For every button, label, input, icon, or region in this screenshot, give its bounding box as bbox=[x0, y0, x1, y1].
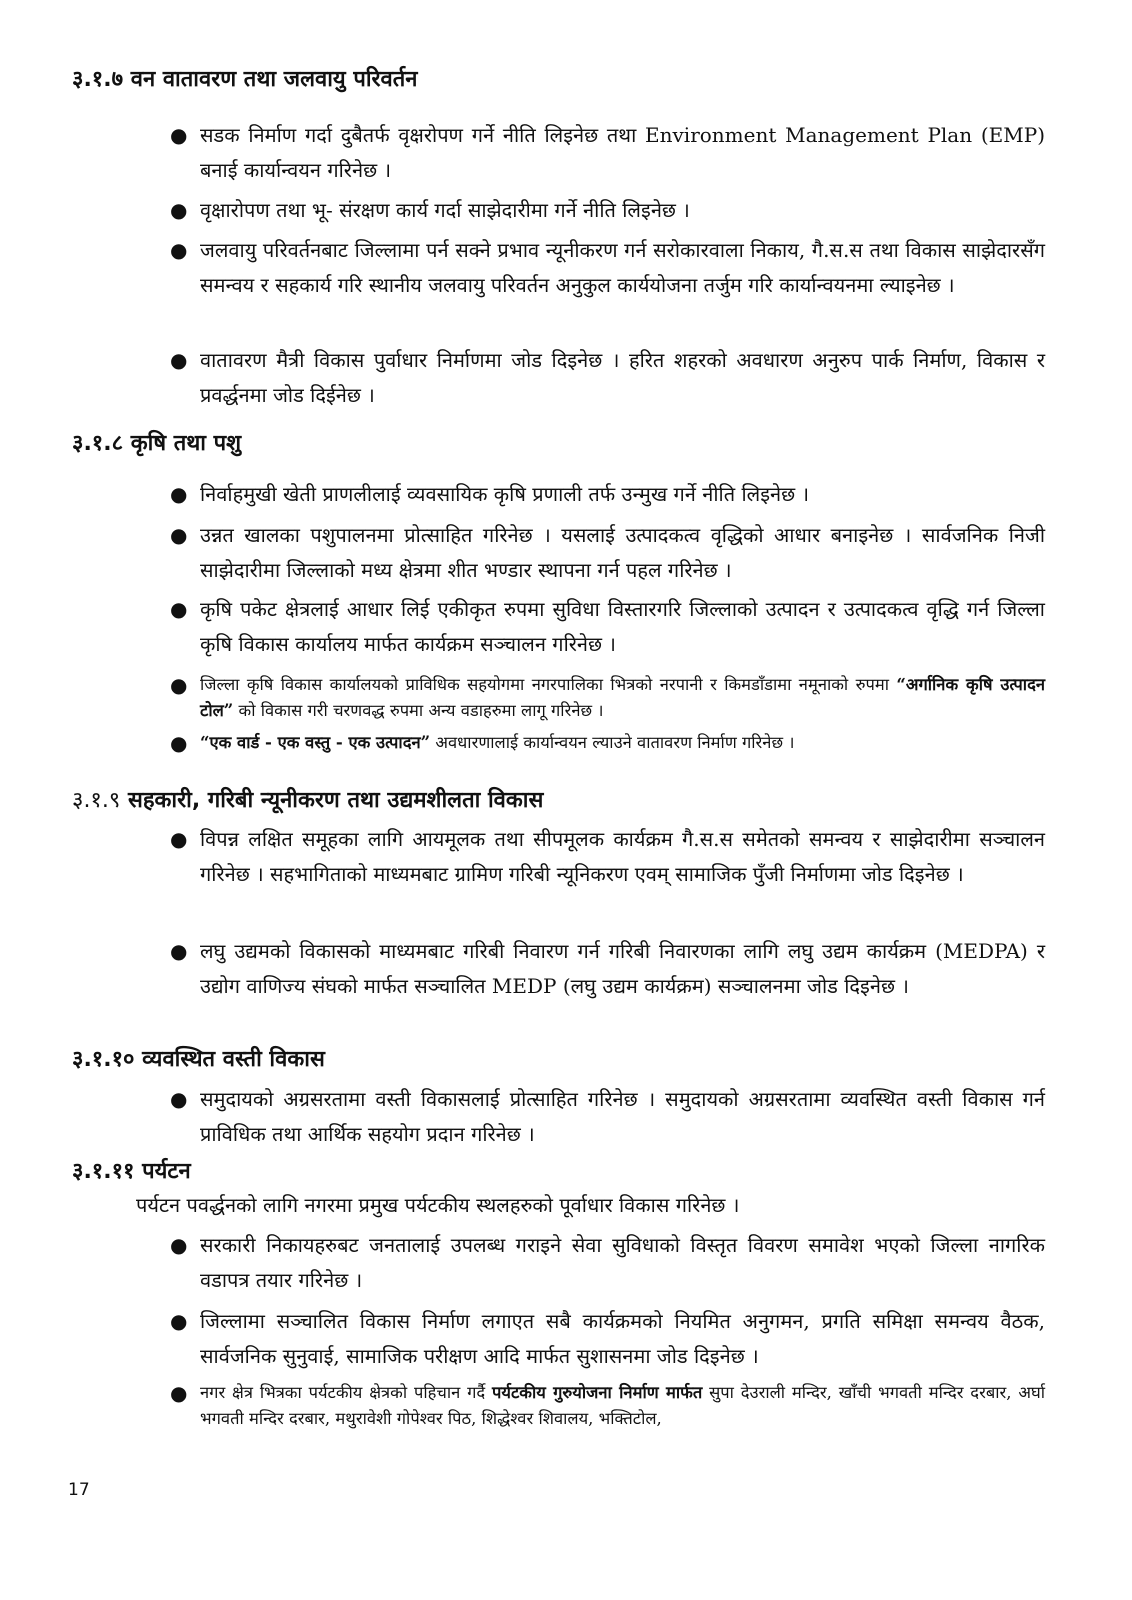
list-item-text: कृषि पकेट क्षेत्रलाई आधार लिई एकीकृत रुपमा सुविधा विस्तारगरि जिल्लाको उत्पादन र उत्पादकत्व वृद्धि गर्न जिल्ला कृषि विकास कार्यालय मार्फत कार्यक्रम सञ्चालन गरिनेछ । bbox=[200, 597, 1045, 656]
section-intro-paragraph: पर्यटन पवर्द्धनको लागि नगरमा प्रमुख पर्यटकीय स्थलहरुको पूर्वाधार विकास गरिनेछ । bbox=[136, 1193, 740, 1217]
list-item-text: जिल्ला कृषि विकास कार्यालयको प्राविधिक सहयोगमा नगरपालिका भित्रको नरपानी र किमडाँडामा नमूनाको रुपमा “अर्गानिक कृषि उत्पादन टोल” को विकास गरी चरणवद्ध रुपमा अन्य वडाहरुमा लागू गरिनेछ । bbox=[200, 675, 1045, 720]
bullet-icon: ● bbox=[170, 827, 188, 851]
list-item bbox=[170, 672, 1045, 724]
bullet-icon: ● bbox=[170, 597, 188, 621]
emphasis-text: पर्यटकीय गुरुयोजना निर्माण मार्फत bbox=[492, 1383, 703, 1402]
section-heading-3-1-9 bbox=[72, 787, 543, 815]
list-item bbox=[170, 518, 1045, 588]
section-heading-3-1-11 bbox=[72, 1158, 191, 1186]
list-item bbox=[170, 934, 1045, 1004]
section-number: ३.१.७ bbox=[72, 67, 124, 92]
bullet-icon: ● bbox=[170, 482, 188, 506]
bullet-icon: ● bbox=[170, 523, 188, 547]
bullet-icon: ● bbox=[170, 348, 188, 372]
bullet-icon: ● bbox=[170, 123, 188, 147]
section-title: व्यवस्थित वस्ती विकास bbox=[142, 1047, 325, 1072]
list-item bbox=[170, 1380, 1045, 1432]
section-number: ३.१.८ bbox=[72, 431, 124, 456]
bullet-icon: ● bbox=[170, 1381, 188, 1405]
bullet-icon: ● bbox=[170, 731, 188, 755]
list-item bbox=[170, 1304, 1045, 1374]
list-item-text: विपन्न लक्षित समूहका लागि आयमूलक तथा सीपमूलक कार्यक्रम गै.स.स समेतको समन्वय र साझेदारीमा सञ्चालन गरिनेछ । सहभागिताको माध्यमबाट ग्रामिण गरिबी न्यूनिकरण एवम् सामाजिक पुँजी निर्माणमा जोड दिइनेछ । bbox=[200, 827, 1045, 886]
bullet-icon: ● bbox=[170, 198, 188, 222]
list-item bbox=[170, 477, 1045, 512]
list-item bbox=[170, 822, 1045, 892]
section-heading-3-1-8 bbox=[72, 430, 241, 458]
section-heading-3-1-10 bbox=[72, 1046, 325, 1074]
bullet-icon: ● bbox=[170, 939, 188, 963]
list-item bbox=[170, 118, 1045, 188]
list-item-text: सडक निर्माण गर्दा दुबैतर्फ वृक्षरोपण गर्ने नीति लिइनेछ तथा Environment Management Plan (EMP) बनाई कार्यान्वयन गरिनेछ । bbox=[200, 123, 1045, 182]
emphasis-text: “अर्गानिक कृषि उत्पादन टोल” bbox=[200, 675, 1045, 720]
bullet-icon: ● bbox=[170, 673, 188, 697]
bullet-icon: ● bbox=[170, 1309, 188, 1333]
bullet-icon: ● bbox=[170, 1233, 188, 1257]
section-title: कृषि तथा पशु bbox=[130, 431, 242, 456]
list-item bbox=[170, 592, 1045, 662]
emphasis-text: “एक वार्ड - एक वस्तु - एक उत्पादन” bbox=[200, 733, 431, 752]
list-item-text: नगर क्षेत्र भित्रका पर्यटकीय क्षेत्रको पहिचान गर्दै पर्यटकीय गुरुयोजना निर्माण मार्फत सुपा देउराली मन्दिर, खाँची भगवती मन्दिर दरबार, अर्घा भगवती मन्दिर दरबार, मथुरावेशी गोपेश्वर पिठ, शिद्धेश्वर शिवालय, भक्तिटोल, bbox=[200, 1383, 1045, 1428]
list-item bbox=[170, 343, 1045, 413]
list-item-text: वातावरण मैत्री विकास पुर्वाधार निर्माणमा जोड दिइनेछ । हरित शहरको अवधारण अनुरुप पार्क निर्माण, विकास र प्रवर्द्धनमा जोड दिईनेछ । bbox=[200, 348, 1045, 407]
section-number: ३.१.१० bbox=[72, 1047, 135, 1072]
section-heading-3-1-7 bbox=[72, 66, 418, 94]
list-item-text: जिल्लामा सञ्चालित विकास निर्माण लगाएत सबै कार्यक्रमको नियमित अनुगमन, प्रगति समिक्षा समन्वय वैठक, सार्वजनिक सुनुवाई, सामाजिक परीक्षण आदि मार्फत सुशासनमा जोड दिइनेछ । bbox=[200, 1309, 1045, 1368]
list-item bbox=[170, 1228, 1045, 1298]
list-item bbox=[170, 193, 1045, 228]
bullet-icon: ● bbox=[170, 238, 188, 262]
section-title: पर्यटन bbox=[142, 1159, 191, 1184]
section-title: सहकारी, गरिबी न्यूनीकरण तथा उद्यमशीलता विकास bbox=[127, 788, 544, 813]
list-item-text: सरकारी निकायहरुबट जनतालाई उपलब्ध गराइने सेवा सुविधाको विस्तृत विवरण समावेश भएको जिल्ला नागरिक वडापत्र तयार गरिनेछ । bbox=[200, 1233, 1045, 1292]
list-item bbox=[170, 233, 1045, 303]
list-item-text: “एक वार्ड - एक वस्तु - एक उत्पादन” अवधारणालाई कार्यान्वयन ल्याउने वातावरण निर्माण गरिनेछ । bbox=[200, 733, 795, 752]
section-number: ३.१.११ bbox=[72, 1159, 135, 1184]
list-item bbox=[170, 1082, 1045, 1152]
list-item bbox=[170, 730, 1045, 756]
section-number: ३.१.९ bbox=[72, 788, 121, 813]
list-item-text: समुदायको अग्रसरतामा वस्ती विकासलाई प्रोत्साहित गरिनेछ । समुदायको अग्रसरतामा व्यवस्थित वस्ती विकास गर्न प्राविधिक तथा आर्थिक सहयोग प्रदान गरिनेछ । bbox=[200, 1087, 1045, 1146]
bullet-icon: ● bbox=[170, 1087, 188, 1111]
section-title: वन वातावरण तथा जलवायु परिवर्तन bbox=[130, 67, 418, 92]
list-item-text: निर्वाहमुखी खेती प्राणलीलाई व्यवसायिक कृषि प्रणाली तर्फ उन्मुख गर्ने नीति लिइनेछ । bbox=[200, 482, 810, 506]
page-number: 17 bbox=[68, 1480, 90, 1500]
list-item-text: जलवायु परिवर्तनबाट जिल्लामा पर्न सक्ने प्रभाव न्यूनीकरण गर्न सरोकारवाला निकाय, गै.स.स तथा विकास साझेदारसँग समन्वय र सहकार्य गरि स्थानीय जलवायु परिवर्तन अनुकुल कार्ययोजना तर्जुम गरि कार्यान्वयनमा ल्याइनेछ । bbox=[200, 238, 1045, 297]
list-item-text: लघु उद्यमको विकासको माध्यमबाट गरिबी निवारण गर्न गरिबी निवारणका लागि लघु उद्यम कार्यक्रम (MEDPA) र उद्योग वाणिज्य संघको मार्फत सञ्चालित MEDP (लघु उद्यम कार्यक्रम) सञ्चालनमा जोड दिइनेछ । bbox=[200, 939, 1045, 998]
list-item-text: वृक्षारोपण तथा भू- संरक्षण कार्य गर्दा साझेदारीमा गर्ने नीति लिइनेछ । bbox=[200, 198, 690, 222]
list-item-text: उन्नत खालका पशुपालनमा प्रोत्साहित गरिनेछ । यसलाई उत्पादकत्व वृद्धिको आधार बनाइनेछ । सार्वजनिक निजी साझेदारीमा जिल्लाको मध्य क्षेत्रमा शीत भण्डार स्थापना गर्न पहल गरिनेछ । bbox=[200, 523, 1045, 582]
